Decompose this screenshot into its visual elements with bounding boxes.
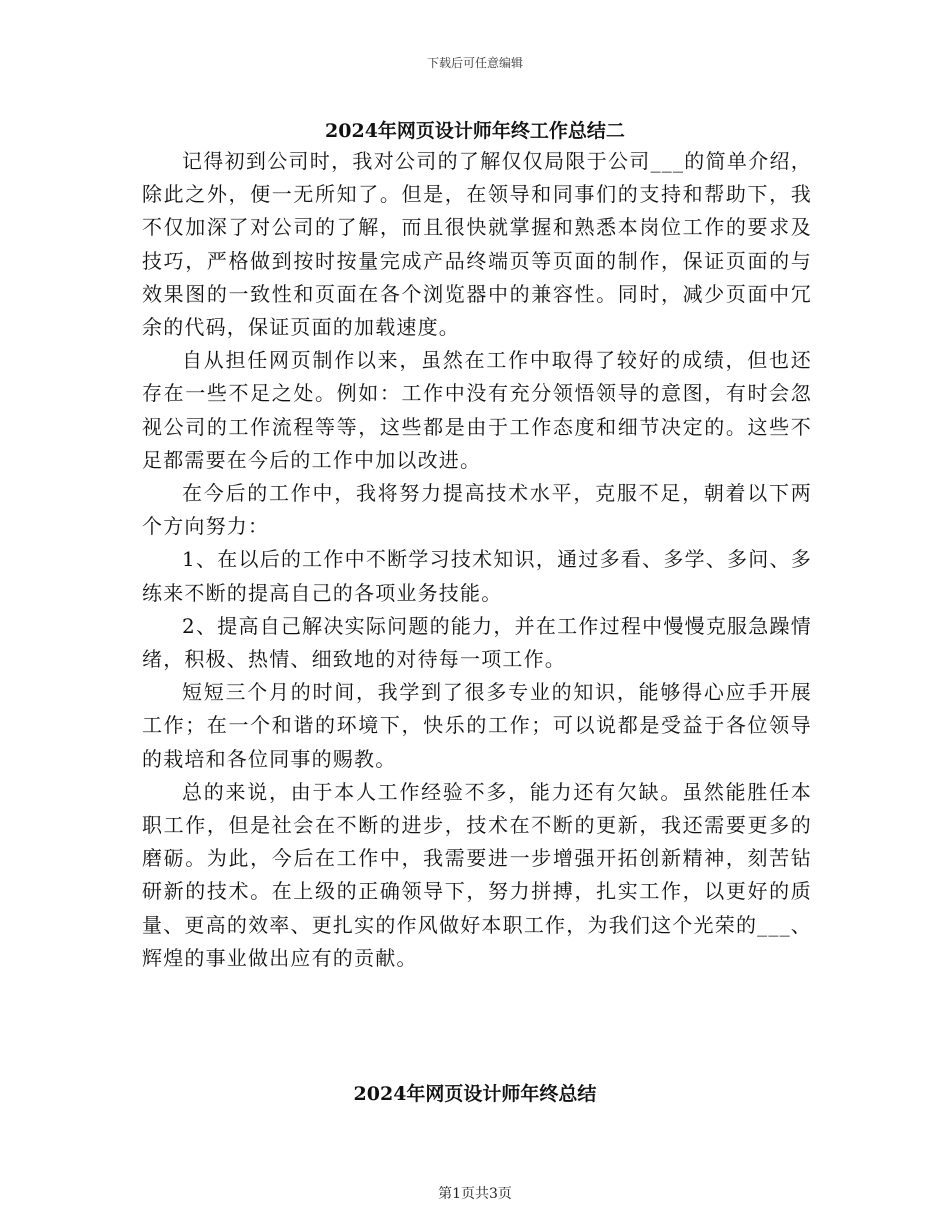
paragraph-2: 自从担任网页制作以来，虽然在工作中取得了较好的成绩，但也还存在一些不足之处。例如：工作中没有充分领悟领导的意图，有时会忽视公司的工作流程等等，这些都是由于工作态度和细节决定的。这些不足都需要在今后的工作中加以改进。	[142, 348, 812, 472]
paragraph-7: 总的来说，由于本人工作经验不多，能力还有欠缺。虽然能胜任本职工作，但是社会在不断的进步，技术在不断的更新，我还需要更多的磨砺。为此，今后在工作中，我需要进一步增强开拓创新精神，刻苦钻研新的技术。在上级的正确领导下，努力拼搏，扎实工作，以更好的质量、更高的效率、更扎实的作风做好本职工作，为我们这个光荣的___、辉煌的事业做出应有的贡献。	[142, 779, 812, 970]
paragraph-1: 记得初到公司时，我对公司的了解仅仅局限于公司___的简单介绍，除此之外，便一无所知了。但是，在领导和同事们的支持和帮助下，我不仅加深了对公司的了解，而且很快就掌握和熟悉本岗位工作的要求及技巧，严格做到按时按量完成产品终端页等页面的制作，保证页面的与效果图的一致性和页面在各个浏览器中的兼容性。同时，减少页面中冗余的代码，保证页面的加载速度。	[142, 149, 812, 340]
page-number-footer: 第1页共3页	[438, 1186, 512, 1202]
paragraph-5: 2、提高自己解决实际问题的能力，并在工作过程中慢慢克服急躁情绪，积极、热情、细致地的对待每一项工作。	[142, 613, 812, 672]
second-section-title: 2024年网页设计师年终总结	[353, 1083, 597, 1105]
paragraph-3: 在今后的工作中，我将努力提高技术水平，克服不足，朝着以下两个方向努力：	[142, 481, 812, 539]
paragraph-4: 1、在以后的工作中不断学习技术知识，通过多看、多学、多问、多练来不断的提高自己的各项业务技能。	[142, 547, 812, 605]
paragraph-6: 短短三个月的时间，我学到了很多专业的知识，能够得心应手开展工作；在一个和谐的环境下，快乐的工作；可以说都是受益于各位领导的栽培和各位同事的赐教。	[142, 680, 812, 771]
header-note: 下载后可任意编辑	[426, 56, 523, 70]
document-body	[142, 145, 812, 975]
document-title: 2024年网页设计师年终工作总结二	[325, 120, 625, 142]
